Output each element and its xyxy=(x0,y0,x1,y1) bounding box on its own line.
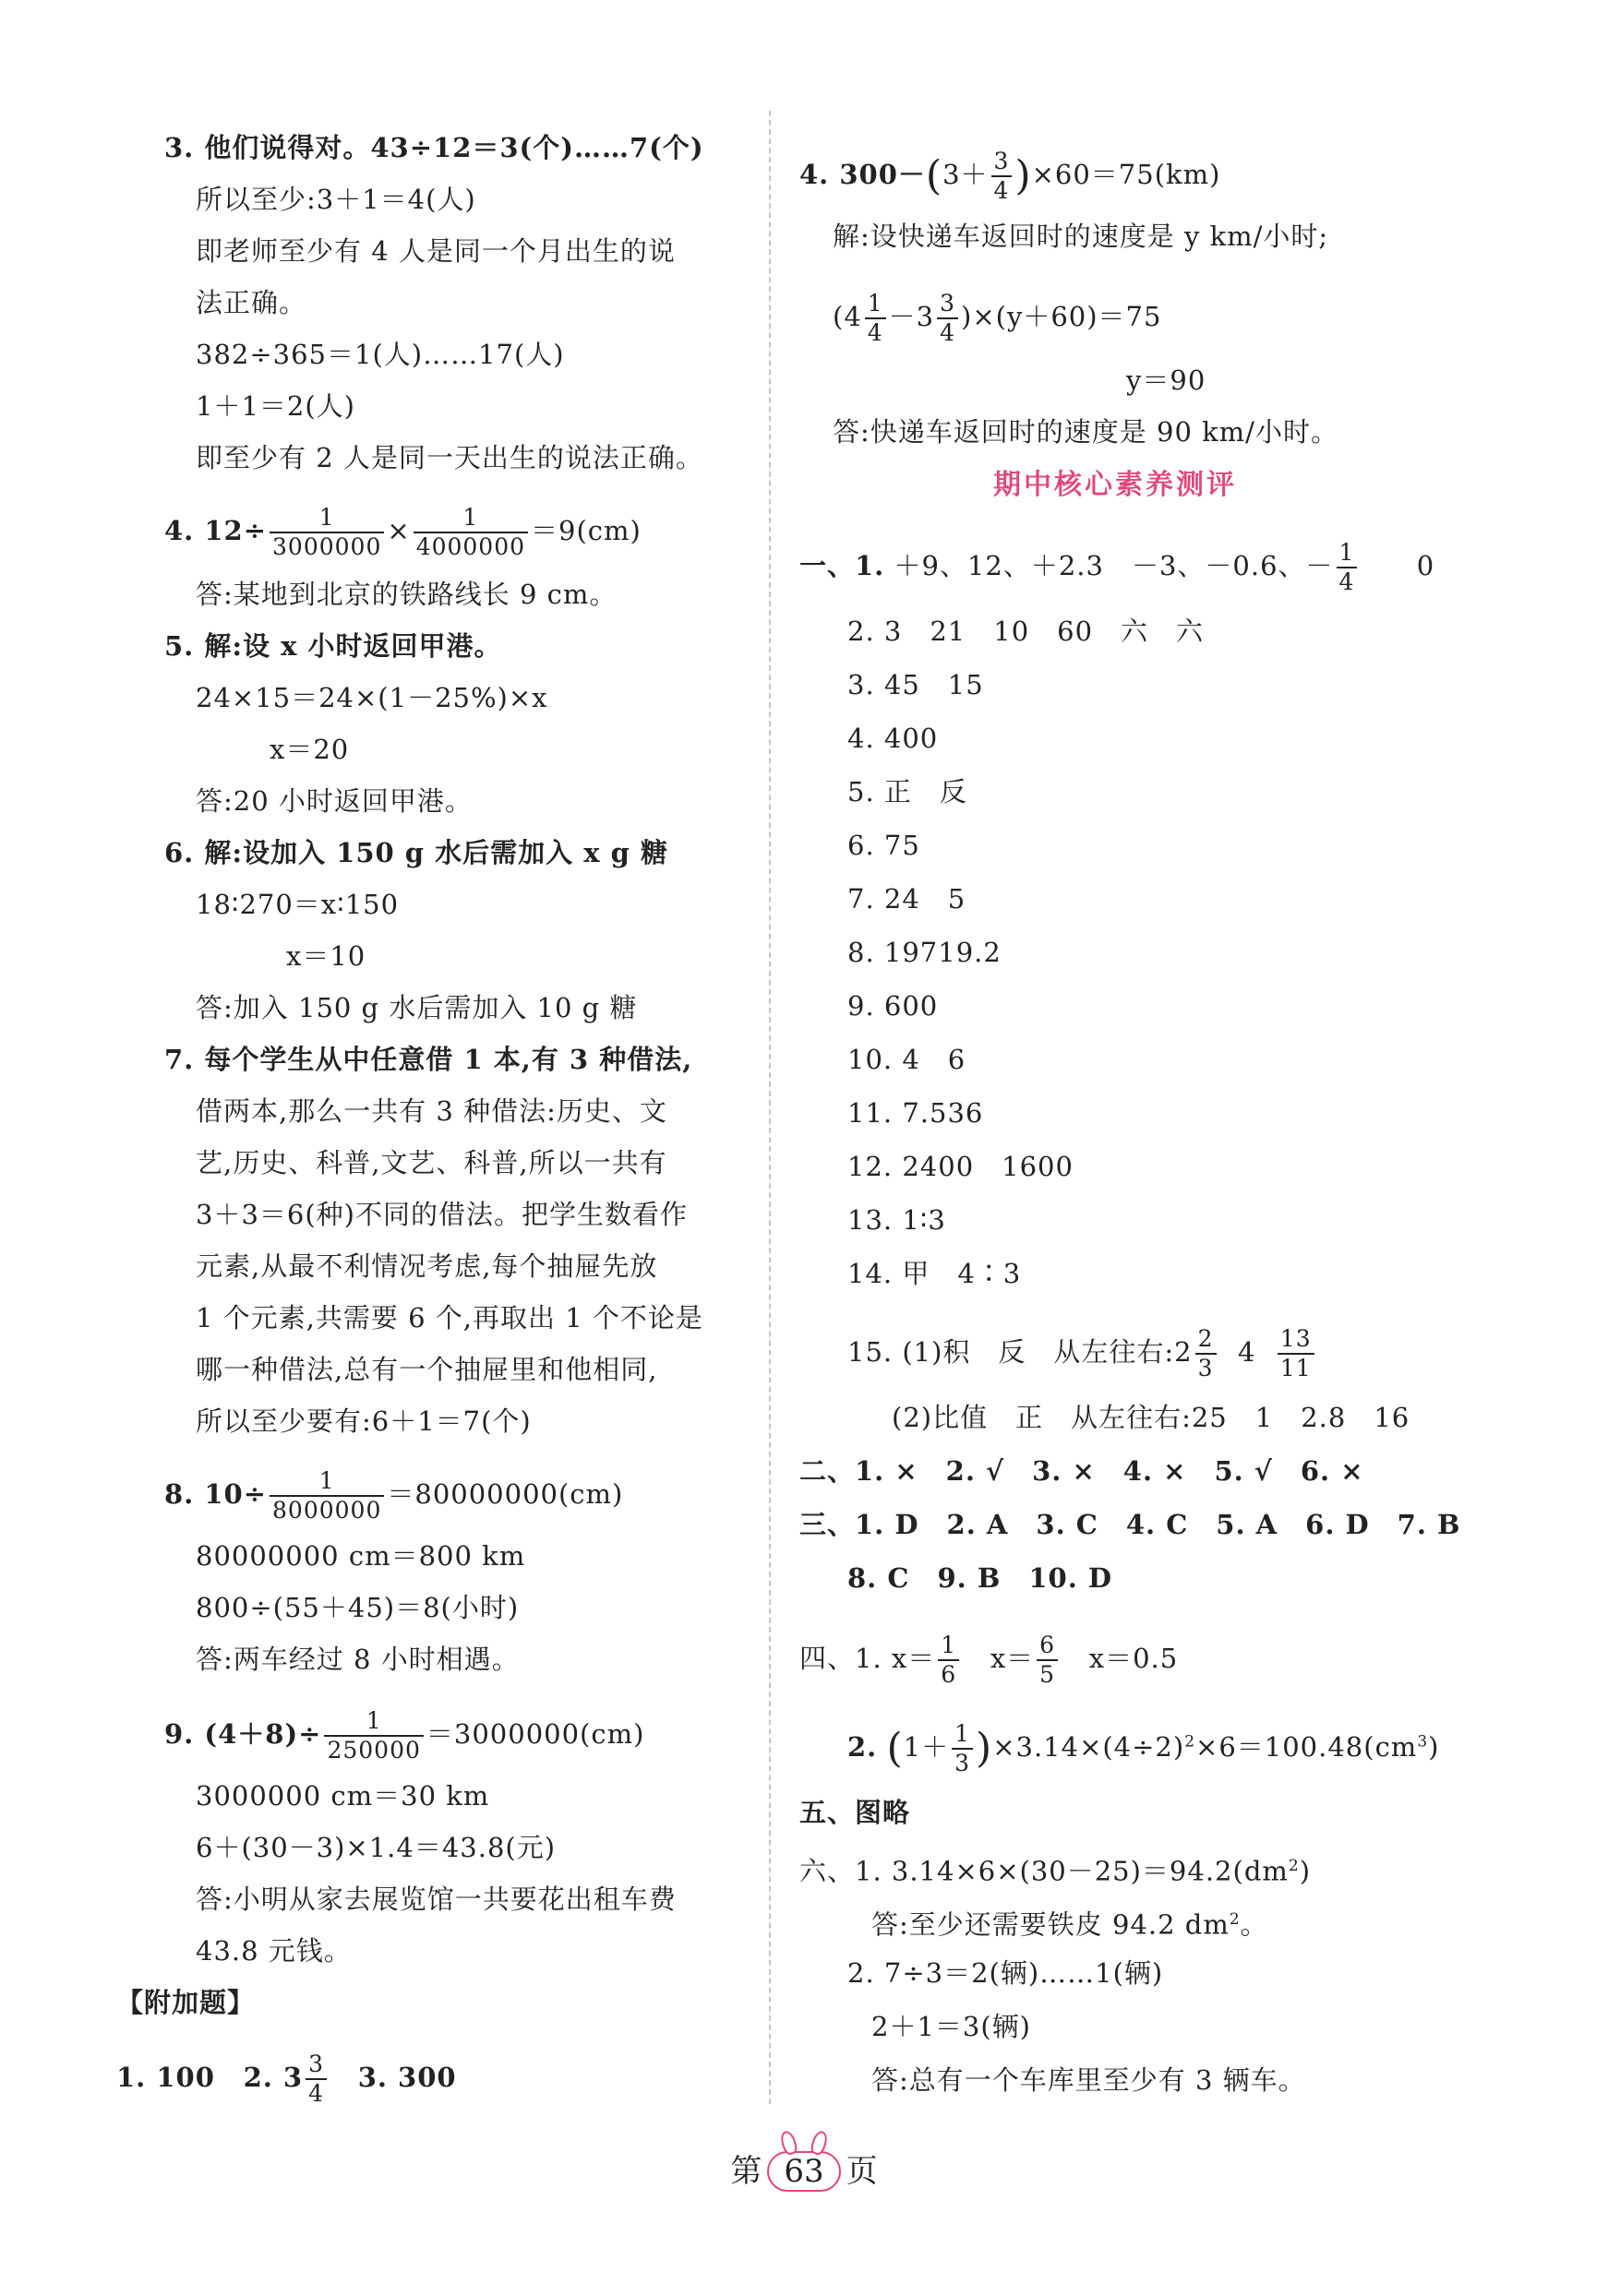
left-q7-line4: 3＋3＝6(种)不同的借法。把学生数看作 xyxy=(196,1199,688,1230)
s1-q8: 8. 19719.2 xyxy=(847,937,1002,968)
left-q6-line2: 18∶270＝x∶150 xyxy=(196,889,400,920)
left-q7-line3: 艺,历史、科普,文艺、科普,所以一共有 xyxy=(196,1147,667,1178)
right-q4-line3: (4 $\frac{1}{4}$ －3 $\frac{3}{4}$ )×(y＋60)＝75 xyxy=(833,290,1162,346)
left-q3-line2: 所以至少:3＋1＝4(人) xyxy=(196,184,476,215)
left-q3-line6: 1＋1＝2(人) xyxy=(196,390,355,422)
s4-q1: 四、1. x＝ $\frac{1}{6}$ x＝ $\frac{6}{5}$ x＝0.5 xyxy=(799,1632,1179,1688)
fraction: $\frac{3}{4}$ xyxy=(991,148,1013,205)
left-q3-line5: 382÷365＝1(人)……17(人) xyxy=(196,339,565,370)
left-q5-line3: x＝20 xyxy=(270,734,350,765)
left-q8-line1: 8. 10÷ $\frac{1}{8000000}$ ＝80000000(cm) xyxy=(164,1467,624,1524)
s2-judgment-answers: 二、1. × 2. √ 3. × 4. × 5. √ 6. × xyxy=(799,1455,1364,1487)
left-q4-line1: 4. 12÷ $\frac{1}{3000000}$ × $\frac{1}{4000000}$ ＝9(cm) xyxy=(164,504,642,560)
left-q8-line3: 800÷(55＋45)＝8(小时) xyxy=(196,1592,520,1623)
s1-q2: 2. 3 21 10 60 六 六 xyxy=(847,616,1205,647)
fraction: $\frac{1}{4000000}$ xyxy=(414,504,528,561)
left-q3-line4: 法正确。 xyxy=(196,287,307,318)
left-q3-line1: 3. 他们说得对。43÷12＝3(个)……7(个) xyxy=(164,132,704,163)
s1-q12: 12. 2400 1600 xyxy=(847,1151,1074,1182)
left-q9-line5: 43.8 元钱。 xyxy=(196,1935,352,1967)
left-q7-line5: 元素,从最不利情况考虑,每个抽屉先放 xyxy=(196,1250,658,1282)
s3-choice-answers-2: 8. C 9. B 10. D xyxy=(847,1562,1113,1594)
fraction: $\frac{1}{4}$ xyxy=(865,290,886,347)
s3-choice-answers-1: 三、1. D 2. A 3. C 4. C 5. A 6. D 7. B xyxy=(799,1509,1461,1540)
left-q7-line1: 7. 每个学生从中任意借 1 本,有 3 种借法, xyxy=(164,1044,693,1075)
s1-q5: 5. 正 反 xyxy=(847,776,967,807)
left-q8-line4: 答:两车经过 8 小时相遇。 xyxy=(196,1644,520,1675)
s1-q1: 一、1. ＋9、12、＋2.3 －3、－0.6、－ $\frac{1}{4}$ 0 xyxy=(799,539,1435,595)
s1-q3: 3. 45 15 xyxy=(847,669,984,700)
section-title: 期中核心素养测评 xyxy=(993,469,1237,501)
left-q9-line4: 答:小明从家去展览馆一共要花出租车费 xyxy=(196,1883,677,1915)
s4-q2: 2. (1＋ $\frac{1}{3}$ )$\times 3.14\times(4\div 2)^2\times 6=100.48(cm^3)$ xyxy=(847,1720,1440,1776)
s1-q4: 4. 400 xyxy=(847,723,939,754)
left-q8-line2: 80000000 cm＝800 km xyxy=(196,1540,526,1572)
fraction: $\frac{3}{4}$ xyxy=(937,290,958,347)
fraction: $\frac{1}{250000}$ xyxy=(324,1707,423,1764)
left-q3-line7: 即至少有 2 人是同一天出生的说法正确。 xyxy=(196,442,703,473)
s1-q15-part1: 15. (1)积 反 从左往右:2 $\frac{2}{3}$ 4 $\frac{13}{11}$ xyxy=(847,1325,1317,1382)
left-q4-answer: 答:某地到北京的铁路线长 9 cm。 xyxy=(196,579,618,610)
fraction: $\frac{1}{4}$ xyxy=(1337,539,1358,596)
right-q4-line5: 答:快递车返回时的速度是 90 km/小时。 xyxy=(833,416,1338,448)
left-q3-line3: 即老师至少有 4 人是同一个月出生的说 xyxy=(196,235,676,267)
s6-q2-line1: 2. 7÷3＝2(辆)……1(辆) xyxy=(847,1957,1164,1989)
s1-q10: 10. 4 6 xyxy=(847,1044,966,1075)
extra-answers: 1. 100 2. 3 $\frac{3}{4}$ 3. 300 xyxy=(116,2051,457,2107)
left-q5-line4: 答:20 小时返回甲港。 xyxy=(196,785,473,817)
s1-q7: 7. 24 5 xyxy=(847,883,966,915)
left-q9-line2: 3000000 cm＝30 km xyxy=(196,1780,490,1812)
left-q7-line8: 所以至少要有:6＋1＝7(个) xyxy=(196,1405,532,1437)
s6-q2-line2: 2＋1＝3(辆) xyxy=(871,2011,1031,2042)
page-number-footer: 第 63 页 xyxy=(0,2148,1608,2194)
right-q4-line2: 解:设快递车返回时的速度是 y km/小时; xyxy=(833,221,1329,252)
fraction: $\frac{1}{3000000}$ xyxy=(270,504,384,561)
right-q4-line1: 4. 300－(3＋ $\frac{3}{4}$ )×60＝75(km) xyxy=(799,148,1221,204)
fraction: $\frac{1}{8000000}$ xyxy=(270,1467,384,1525)
s6-q2-answer: 答:总有一个车库里至少有 3 辆车。 xyxy=(871,2064,1306,2096)
s1-q11: 11. 7.536 xyxy=(847,1097,984,1129)
left-q9-line3: 6＋(30－3)×1.4＝43.8(元) xyxy=(196,1832,557,1863)
left-q7-line6: 1 个元素,共需要 6 个,再取出 1 个不论是 xyxy=(196,1302,703,1333)
fraction: $\frac{1}{6}$ xyxy=(938,1632,959,1689)
fraction: $\frac{1}{3}$ xyxy=(952,1720,973,1777)
s5-figure-omitted: 五、图略 xyxy=(799,1797,911,1828)
column-divider xyxy=(769,111,771,2104)
fraction: $\frac{6}{5}$ xyxy=(1037,1632,1058,1689)
right-q4-line4: y＝90 xyxy=(1126,365,1206,396)
left-q7-line7: 哪一种借法,总有一个抽屉里和他相同, xyxy=(196,1354,658,1385)
s1-q13: 13. 1∶3 xyxy=(847,1204,946,1236)
s1-q14: 14. 甲 4∶3 xyxy=(847,1258,1022,1289)
left-q7-line2: 借两本,那么一共有 3 种借法:历史、文 xyxy=(196,1095,667,1127)
s1-q9: 9. 600 xyxy=(847,990,939,1022)
s1-q6: 6. 75 xyxy=(847,830,920,861)
fraction: $\frac{13}{11}$ xyxy=(1278,1325,1314,1382)
left-q6-line1: 6. 解:设加入 150 g 水后需加入 x g 糖 xyxy=(164,837,669,868)
left-q5-line1: 5. 解:设 x 小时返回甲港。 xyxy=(164,630,502,662)
left-q6-line4: 答:加入 150 g 水后需加入 10 g 糖 xyxy=(196,992,638,1023)
fraction: $\frac{2}{3}$ xyxy=(1195,1325,1217,1382)
s1-q15-part2: (2)比值 正 从左往右:25 1 2.8 16 xyxy=(892,1402,1410,1433)
left-q5-line2: 24×15＝24×(1－25%)×x xyxy=(196,682,548,713)
left-q6-line3: x＝10 xyxy=(286,940,366,972)
s6-q1: 六、1. $3.14\times 6\times(30-25)=94.2(dm^2)$ xyxy=(799,1855,1312,1887)
s6-q1-answer: 答:至少还需要铁皮 94.2 $dm^2$。 xyxy=(871,1908,1268,1941)
extra-questions-heading: 【附加题】 xyxy=(116,1987,256,2018)
left-q9-line1: 9. (4＋8)÷ $\frac{1}{250000}$ ＝3000000(cm) xyxy=(164,1707,645,1764)
page-number-badge: 63 xyxy=(767,2151,840,2192)
fraction: $\frac{3}{4}$ xyxy=(306,2051,327,2108)
